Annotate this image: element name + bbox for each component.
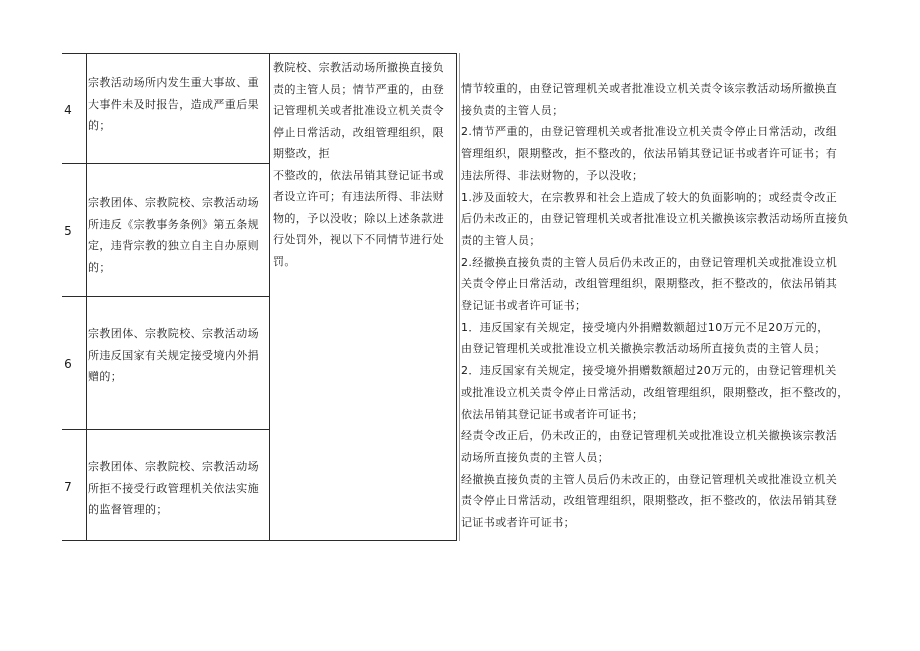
column-divider-3 xyxy=(456,53,457,541)
row-divider-6-7 xyxy=(62,429,270,430)
row-description xyxy=(88,323,259,388)
text-line: 宗教团体、宗教院校、宗教活动场 xyxy=(88,196,259,209)
text-line: 责令停止日常活动，改组管理组织，限期整改，拒不整改的，依法吊销其登 xyxy=(461,494,838,508)
basis-text xyxy=(273,57,444,272)
text-line: 的； xyxy=(88,119,111,132)
text-line: 情节较重的，由登记管理机关或者批准设立机关责令该宗教活动场所撤换直 xyxy=(461,82,838,95)
row-number: 6 xyxy=(64,357,72,371)
text-line: 定，违背宗教的独立自主自办原则 xyxy=(88,239,259,252)
penalty-text xyxy=(461,78,849,534)
text-line: 经责令改正后，仍未改正的，由登记管理机关或批准设立机关撤换该宗教活 xyxy=(461,429,838,443)
text-line: 的； xyxy=(88,260,111,274)
text-line: 宗教团体、宗教院校、宗教活动场 xyxy=(88,460,259,473)
text-line: 2.情节严重的，由登记管理机关或者批准设立机关责令停止日常活动，改组 xyxy=(461,125,838,139)
text-line: 动场所直接负责的主管人员； xyxy=(461,450,610,464)
text-line: 宗教团体、宗教院校、宗教活动场 xyxy=(88,327,259,340)
text-line: 物的，予以没收；除以上述条款进 xyxy=(273,211,444,225)
text-line: 所拒不接受行政管理机关依法实施 xyxy=(88,481,259,495)
text-line: 后仍未改正的，由登记管理机关或者批准设立机关撤换该宗教活动场所直接负 xyxy=(461,212,849,226)
text-line: 依法吊销其登记证书或者许可证书； xyxy=(461,407,644,421)
text-line: 停止日常活动，改组管理组织，限 xyxy=(273,125,444,139)
text-line: 经撤换直接负责的主管人员后仍未改正的，由登记管理机关或批准设立机关 xyxy=(461,472,838,486)
text-line: 行处罚外，视以下不同情节进行处 xyxy=(273,233,444,246)
row-divider-5-6 xyxy=(62,296,270,297)
text-line: 或批准设立机关责令停止日常活动，改组管理组织，限期整改，拒不整改的， xyxy=(461,385,849,399)
text-line: 接负责的主管人员； xyxy=(461,103,564,117)
text-line: 责的主管人员； xyxy=(461,233,541,247)
row-number: 5 xyxy=(64,224,72,238)
row-number: 7 xyxy=(64,480,72,494)
column-divider-1 xyxy=(86,53,87,541)
text-line: 赠的； xyxy=(88,370,123,383)
text-line: 由登记管理机关或批准设立机关撤换宗教活动场所直接负责的主管人员； xyxy=(461,342,826,356)
row-description xyxy=(88,72,259,137)
text-line: 不整改的，依法吊销其登记证书或 xyxy=(273,168,444,182)
text-line: 1．违反国家有关规定，接受境内外捐赠数额超过10万元不足20万元的， xyxy=(461,320,829,334)
text-line: 所违反国家有关规定接受境内外捐 xyxy=(88,348,259,362)
text-line: 大事件未及时报告，造成严重后果 xyxy=(88,97,259,111)
table-bottom-border xyxy=(62,540,457,541)
text-line: 记证书或者许可证书； xyxy=(461,516,575,530)
text-line: 记管理机关或者批准设立机关责令 xyxy=(273,104,444,117)
text-line: 教院校、宗教活动场所撤换直接负 xyxy=(273,61,444,74)
column-divider-2 xyxy=(269,53,270,541)
table-top-border xyxy=(62,53,457,54)
text-line: 1.涉及面较大，在宗教界和社会上造成了较大的负面影响的；或经责令改正 xyxy=(461,190,838,204)
text-line: 者设立许可；有违法所得、非法财 xyxy=(273,190,444,203)
row-description xyxy=(88,192,259,278)
text-line: 的监督管理的； xyxy=(88,503,168,516)
text-line: 责的主管人员；情节严重的，由登 xyxy=(273,82,444,96)
text-line: 2．违反国家有关规定，接受境外捐赠数额超过20万元的，由登记管理机关 xyxy=(461,364,837,378)
text-line: 所违反《宗教事务条例》第五条规 xyxy=(88,217,259,231)
row-description xyxy=(88,456,259,521)
text-line: 宗教活动场所内发生重大事故、重 xyxy=(88,76,259,89)
text-line: 罚。 xyxy=(273,254,296,268)
text-line: 违法所得、非法财物的，予以没收； xyxy=(461,168,644,182)
row-divider-4-5 xyxy=(62,163,270,164)
text-line: 管理组织，限期整改，拒不整改的，依法吊销其登记证书或者许可证书；有 xyxy=(461,147,838,161)
row-number: 4 xyxy=(64,103,72,117)
column-divider-3-shadow xyxy=(459,53,460,541)
text-line: 登记证书或者许可证书； xyxy=(461,299,587,313)
text-line: 2.经撤换直接负责的主管人员后仍未改正的，由登记管理机关或批准设立机 xyxy=(461,255,838,269)
text-line: 关责令停止日常活动，改组管理组织，限期整改，拒不整改的，依法吊销其 xyxy=(461,277,838,291)
text-line: 期整改，拒 xyxy=(273,147,330,160)
